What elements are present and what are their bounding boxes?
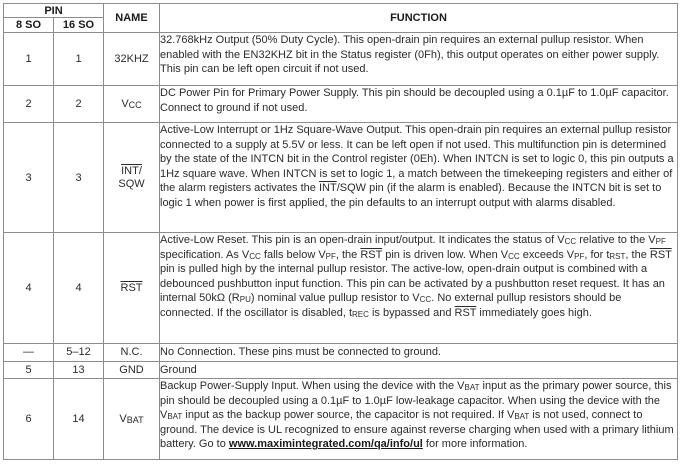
pin-8so: 2: [4, 86, 54, 123]
col-16so-header: 16 SO: [54, 18, 104, 33]
pin-name: [104, 123, 160, 233]
pin-description-table: [3, 3, 678, 460]
name-main: V: [119, 413, 127, 425]
table-row: [4, 123, 678, 233]
pin-header: PIN: [4, 4, 104, 18]
table-row: [4, 33, 678, 86]
table-row: [4, 86, 678, 123]
name-main: V: [121, 98, 129, 110]
table-row: [4, 344, 678, 362]
pin-16so: 2: [54, 86, 104, 123]
pin-name: [104, 379, 160, 460]
pin-16so: 4: [54, 233, 104, 344]
pin-16so: 14: [54, 379, 104, 460]
name-subscript: BAT: [126, 415, 144, 425]
pin-8so: 3: [4, 123, 54, 233]
pin-name: 32KHZ: [104, 33, 160, 86]
name-header: NAME: [104, 4, 160, 33]
name-bottom: SQW: [118, 177, 145, 190]
name-top: INT/: [121, 164, 142, 177]
pin-name: GND: [104, 361, 160, 379]
pin-8so: 5: [4, 361, 54, 379]
pin-function: Backup Power-Supply Input. When using the device with the $V_{BAT}$ input as the primary power source, this pin should be decoupled using a 0.1µF to 1.0µF low-leakage capacitor. When using the device with the $V_{BAT}$ input as the backup power source, the capacitor is not required. If $V_{BAT}$ is not used, connect to ground. The device is UL recognized to ensure against reverse charging when used with a primary lithium battery. Go to www.maximintegrated.com/qa/info/ul for more information.: [160, 379, 678, 460]
pin-8so: 6: [4, 379, 54, 460]
pin-function: DC Power Pin for Primary Power Supply. This pin should be decoupled using a 0.1µF to 1.0µF capacitor. Connect to ground if not used.: [160, 86, 678, 123]
ul-info-link[interactable]: www.maximintegrated.com/qa/info/ul: [228, 438, 423, 450]
pin-16so: 3: [54, 123, 104, 233]
function-text: /SQW pin (if the alarm is enabled). Because the INTCN bit is set to logic 1 when power is first applied, the pin defaults to an interrupt output with alarms disabled.: [160, 182, 662, 209]
table-row: [4, 361, 678, 379]
name-main: $\overline{RST}$: [120, 282, 143, 294]
pin-name: [104, 86, 160, 123]
pin-16so: 1: [54, 33, 104, 86]
pin-function: No Connection. These pins must be connected to ground.: [160, 344, 678, 362]
table-row: [4, 233, 678, 344]
function-text: Active-Low Interrupt or 1Hz Square-Wave Output. This open-drain pin requires an external pullup resistor connected to a supply at 5.5V or less. It can be left open if not used. This multifunction pin is determined by the state of the INTCN bit in the Control register (0Eh). When INTCN is set to logic 0, this pin outputs a 1Hz square wave. When INTCN is set to logic 1, a match between the timekeeping registers and either of the alarm registers activates the: [160, 124, 674, 194]
pin-16so: 13: [54, 361, 104, 379]
pin-8so: 1: [4, 33, 54, 86]
pin-8so: 4: [4, 233, 54, 344]
pin-name: N.C.: [104, 344, 160, 362]
pin-8so: —: [4, 344, 54, 362]
pin-16so: 5–12: [54, 344, 104, 362]
function-overline-text: $\overline{INT}$: [318, 182, 337, 194]
function-header: FUNCTION: [160, 4, 678, 33]
pin-function: Ground: [160, 361, 678, 379]
table-row: [4, 379, 678, 460]
pin-function: [160, 123, 678, 233]
name-subscript: CC: [128, 100, 142, 110]
pin-function: Active-Low Reset. This pin is an open-drain input/output. It indicates the status of $V_{CC}$ relative to the $V_{PF}$ specification. As $V_{CC}$ falls below $V_{PF}$, the $\overline{RST}$ pin is driven low. When $V_{CC}$ exceeds $V_{PF}$, for $t_{RST}$, the $\overline{RST}$ pin is pulled high by the internal pullup resistor. The active-low, open-drain output is combined with a debounced pushbutton input function. This pin can be activated by a pushbutton reset request. It has an internal 50kΩ $(R_{PU})$ nominal value pullup resistor to $V_{CC}$. No external pullup resistors should be connected. If the oscillator is disabled, $t_{REC}$ is bypassed and $\overline{RST}$ immediately goes high.: [160, 233, 678, 344]
col-8so-header: 8 SO: [4, 18, 54, 33]
pin-function: 32.768kHz Output (50% Duty Cycle). This open-drain pin requires an external pullup resistor. When enabled with the EN32KHZ bit in the Status register (0Fh), this output operates on either power supply. This pin can be left open circuit if not used.: [160, 33, 678, 86]
pin-name: [104, 233, 160, 344]
